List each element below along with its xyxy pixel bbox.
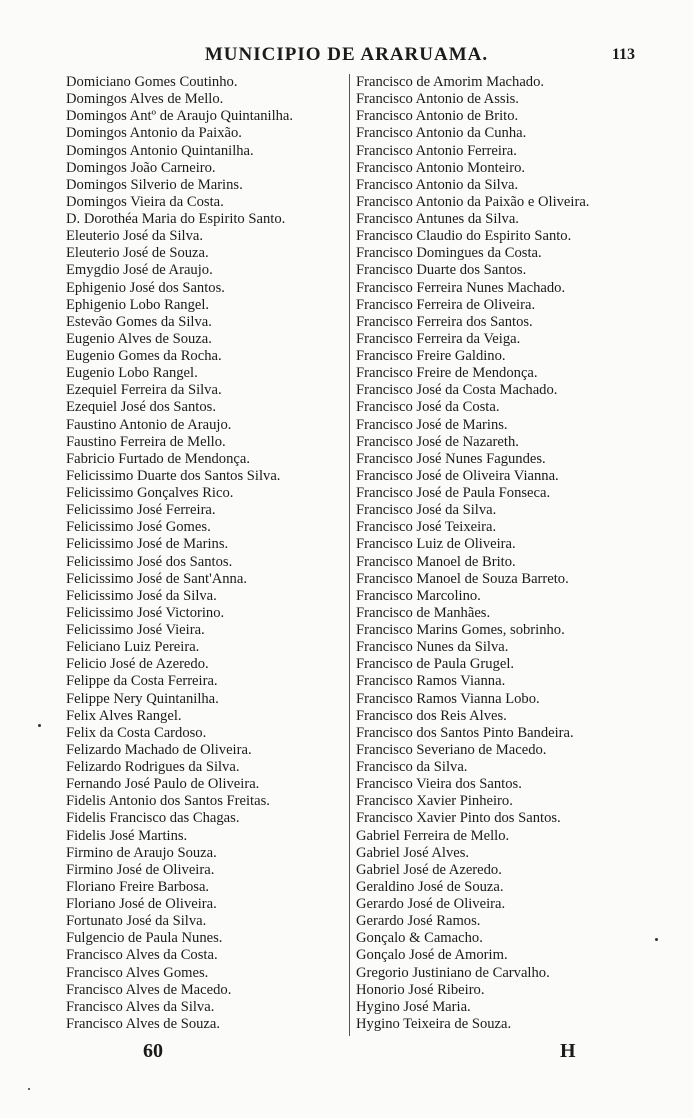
name-entry: Gabriel José de Azeredo. (356, 861, 502, 878)
name-entry: Domiciano Gomes Coutinho. (66, 74, 238, 90)
name-entry: Felicissimo José dos Santos. (66, 553, 233, 570)
name-entry: Eugenio Alves de Souza. (66, 330, 212, 347)
name-entry: Felix da Costa Cardoso. (66, 724, 207, 741)
name-entry: Francisco José da Costa. (356, 399, 500, 416)
name-entry: Ephigenio José dos Santos. (66, 279, 225, 296)
name-entry: Francisco Marins Gomes, sobrinho. (356, 622, 565, 638)
name-entry: Felicissimo Duarte dos Santos Silva. (66, 467, 281, 484)
name-entry: Felizardo Machado de Oliveira. (66, 741, 252, 758)
name-entry: Francisco Antunes da Silva. (356, 211, 519, 227)
name-entry: Fabricio Furtado de Mendonça. (66, 450, 250, 467)
ink-speck (655, 938, 658, 941)
name-entry: Francisco Alves da Silva. (66, 998, 215, 1015)
ink-speck (38, 724, 41, 727)
name-entry: Francisco Ramos Vianna. (356, 673, 506, 690)
name-entry: Firmino José de Oliveira. (66, 861, 215, 878)
name-entry: Hygino José Maria. (356, 998, 471, 1015)
name-entry: Francisco Ferreira de Oliveira. (356, 296, 536, 313)
name-entry: Gerardo José de Oliveira. (356, 896, 506, 912)
name-entry: Francisco Ferreira da Veiga. (356, 330, 521, 347)
name-entry: Francisco José Nunes Fagundes. (356, 450, 546, 467)
name-entry: Francisco Antonio da Paixão e Oliveira. (356, 193, 590, 210)
name-entry: Faustino Ferreira de Mello. (66, 433, 226, 450)
name-entry: Domingos Antonio da Paixão. (66, 125, 242, 142)
name-entry: Felicissimo José Ferreira. (66, 502, 216, 519)
name-entry: Ephigenio Lobo Rangel. (66, 296, 210, 313)
name-entry: Faustino Antonio de Araujo. (66, 416, 232, 433)
name-entry: Francisco José Teixeira. (356, 519, 497, 536)
name-entry: Francisco Ferreira dos Santos. (356, 313, 533, 330)
name-entry: Francisco Antonio de Brito. (356, 108, 519, 125)
name-entry: Francisco Marcolino. (356, 587, 481, 604)
name-entry: Eleuterio José da Silva. (66, 228, 203, 245)
name-entry: Eleuterio José de Souza. (66, 245, 209, 262)
name-entry: Fidelis José Martins. (66, 827, 188, 844)
name-entry: D. Dorothéa Maria do Espirito Santo. (66, 211, 286, 227)
name-entry: Francisco Luiz de Oliveira. (356, 536, 516, 553)
name-entry: Felicissimo José da Silva. (66, 587, 217, 604)
name-entry: Francisco Xavier Pinheiro. (356, 793, 513, 810)
name-entry: Eugenio Lobo Rangel. (66, 365, 198, 382)
name-entry: Domingos Silverio de Marins. (66, 176, 243, 193)
name-entry: Francisco Vieira dos Santos. (356, 776, 522, 793)
name-entry: Fortunato José da Silva. (66, 913, 207, 930)
name-entry: Francisco Antonio da Cunha. (356, 125, 527, 142)
page-title: MUNICIPIO DE ARARUAMA. (204, 44, 489, 65)
column-divider (349, 74, 350, 1036)
footer-page-number: 60 (143, 1040, 163, 1062)
name-entry: Francisco José da Costa Machado. (356, 382, 558, 399)
name-entry: Gonçalo & Camacho. (356, 930, 483, 947)
name-entry: Felippe da Costa Ferreira. (66, 673, 218, 690)
name-entry: Geraldino José de Souza. (356, 878, 504, 895)
name-entry: Feliciano Luiz Pereira. (66, 639, 200, 656)
name-entry: Francisco Alves da Costa. (66, 947, 218, 964)
name-entry: Francisco Severiano de Macedo. (356, 741, 547, 758)
name-entry: Francisco de Paula Grugel. (356, 656, 515, 673)
name-entry: Francisco Antonio Monteiro. (356, 159, 526, 176)
name-entry: Francisco Antonio da Silva. (356, 176, 519, 193)
name-entry: Francisco Nunes da Silva. (356, 639, 509, 656)
name-entry: Domingos João Carneiro. (66, 159, 216, 176)
name-entry: Francisco dos Santos Pinto Bandeira. (356, 724, 574, 741)
right-name-column (356, 74, 646, 1033)
ink-speck (28, 1088, 30, 1090)
name-entry: Floriano Freire Barbosa. (66, 878, 210, 895)
name-entry: Fulgencio de Paula Nunes. (66, 930, 223, 947)
name-entry: Francisco Antonio Ferreira. (356, 142, 517, 159)
name-entry: Francisco Freire de Mendonça. (356, 365, 538, 382)
name-entry: Felicio José de Azeredo. (66, 656, 209, 673)
name-entry: Gonçalo José de Amorim. (356, 947, 508, 964)
name-entry: Felix Alves Rangel. (66, 707, 182, 724)
name-entry: Francisco Domingues da Costa. (356, 245, 542, 262)
name-entry: Domingos Alves de Mello. (66, 91, 224, 108)
name-entry: Francisco José da Silva. (356, 502, 497, 519)
name-entry: Francisco Ferreira Nunes Machado. (356, 279, 566, 296)
footer-signature-mark: H (560, 1040, 576, 1062)
name-entry: Francisco de Manhães. (356, 604, 491, 621)
page-number: 113 (611, 46, 635, 63)
name-entry: Francisco dos Reis Alves. (356, 707, 507, 724)
name-entry: Eugenio Gomes da Rocha. (66, 348, 222, 364)
name-entry: Francisco Manoel de Souza Barreto. (356, 570, 569, 587)
name-entry: Francisco Ramos Vianna Lobo. (356, 690, 540, 707)
name-entry: Gabriel Ferreira de Mello. (356, 827, 510, 844)
page-header (0, 44, 693, 68)
name-entry: Francisco José de Paula Fonseca. (356, 485, 551, 501)
name-entry: Domingos Vieira da Costa. (66, 193, 224, 210)
name-entry: Estevão Gomes da Silva. (66, 313, 212, 330)
name-entry: Francisco Claudio do Espirito Santo. (356, 228, 572, 245)
name-entry: Felicissimo José de Marins. (66, 536, 229, 553)
name-entry: Francisco de Amorim Machado. (356, 74, 545, 90)
name-entry: Hygino Teixeira de Souza. (356, 1015, 512, 1032)
name-entry: Francisco Freire Galdino. (356, 348, 506, 364)
name-entry: Francisco Xavier Pinto dos Santos. (356, 810, 561, 827)
name-entry: Felicissimo Gonçalves Rico. (66, 485, 234, 501)
name-entry: Francisco Antonio de Assis. (356, 91, 519, 108)
name-entry: Felicissimo José de Sant'Anna. (66, 570, 247, 587)
name-entry: Francisco Alves de Macedo. (66, 981, 232, 998)
name-entry: Floriano José de Oliveira. (66, 896, 217, 912)
name-entry: Gregorio Justiniano de Carvalho. (356, 964, 550, 981)
name-entry: Francisco José de Marins. (356, 416, 508, 433)
name-entry: Francisco José de Nazareth. (356, 433, 519, 450)
name-entry: Felicissimo José Vieira. (66, 622, 205, 638)
name-entry: Francisco Duarte dos Santos. (356, 262, 527, 279)
name-entry: Felippe Nery Quintanilha. (66, 690, 219, 707)
name-entry: Felicissimo José Victorino. (66, 604, 225, 621)
name-entry: Felicissimo José Gomes. (66, 519, 211, 536)
name-entry: Fernando José Paulo de Oliveira. (66, 776, 260, 793)
name-entry: Gabriel José Alves. (356, 844, 470, 861)
name-entry: Emygdio José de Araujo. (66, 262, 213, 279)
name-entry: Francisco Alves Gomes. (66, 964, 209, 981)
name-entry: Felizardo Rodrigues da Silva. (66, 759, 240, 775)
name-entry: Fidelis Francisco das Chagas. (66, 810, 240, 827)
name-entry: Gerardo José Ramos. (356, 913, 481, 930)
name-entry: Ezequiel Ferreira da Silva. (66, 382, 222, 399)
name-entry: Honorio José Ribeiro. (356, 981, 485, 998)
name-entry: Fidelis Antonio dos Santos Freitas. (66, 793, 270, 810)
name-entry: Francisco Alves de Souza. (66, 1015, 221, 1032)
name-entry: Francisco da Silva. (356, 759, 468, 775)
name-entry: Domingos Antº de Araujo Quintanilha. (66, 108, 294, 125)
name-entry: Ezequiel José dos Santos. (66, 399, 216, 416)
name-entry: Francisco José de Oliveira Vianna. (356, 467, 559, 484)
name-entry: Francisco Manoel de Brito. (356, 553, 516, 570)
name-entry: Domingos Antonio Quintanilha. (66, 142, 254, 159)
name-entry: Firmino de Araujo Souza. (66, 844, 217, 861)
left-name-column (66, 74, 346, 1033)
